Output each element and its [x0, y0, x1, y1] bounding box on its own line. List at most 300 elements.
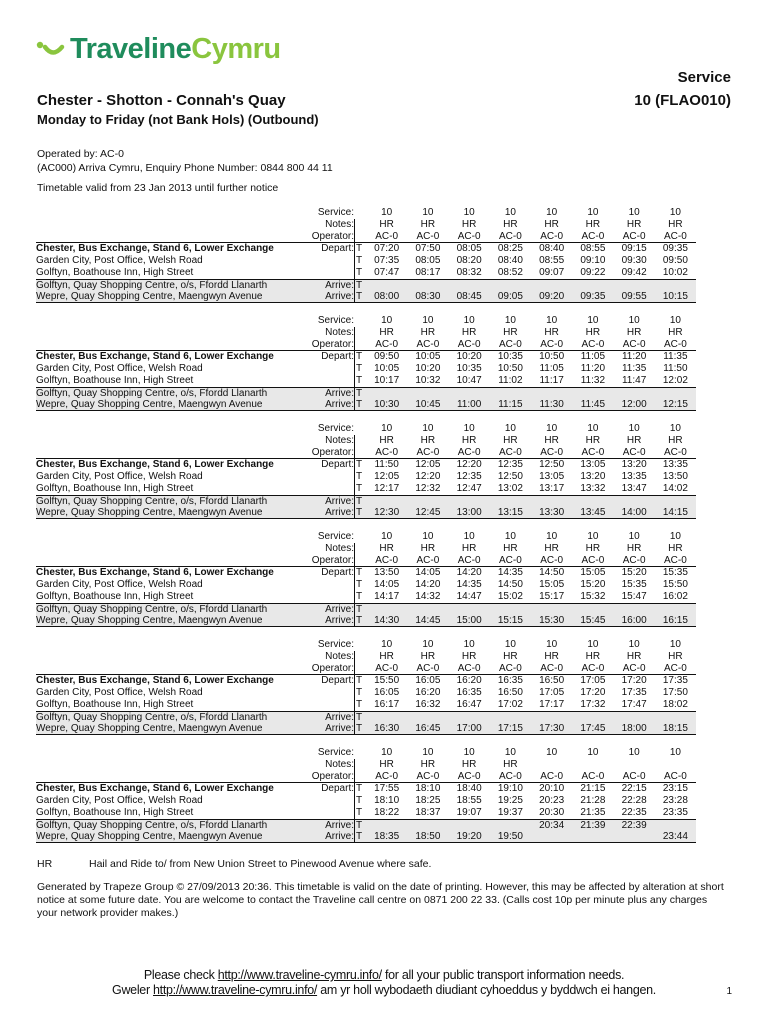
- stop-row: [36, 363, 696, 375]
- notes-cell: HR: [461, 435, 477, 446]
- stop-row: [36, 459, 696, 471]
- stop-name: Golftyn, Boathouse Inn, High Street: [36, 483, 194, 494]
- stop-name: Chester, Bus Exchange, Stand 6, Lower Exchange: [36, 459, 274, 470]
- time-cell: 14:50: [497, 579, 523, 590]
- time-cell: 11:45: [580, 399, 606, 410]
- notes-cell: HR: [668, 543, 683, 554]
- notes-cell: HR: [379, 543, 394, 554]
- time-cell: 07:47: [374, 267, 400, 278]
- operator-cell: AC-0: [622, 447, 646, 458]
- timing-point-marker: T: [356, 783, 363, 794]
- notes-cell: HR: [626, 219, 642, 230]
- arrive-label: Arrive:: [325, 820, 354, 831]
- time-cell: 15:32: [580, 591, 606, 602]
- stop-name: Wepre, Quay Shopping Centre, Maengwyn Avenue: [36, 723, 263, 734]
- time-cell: 16:00: [621, 615, 647, 626]
- time-cell: 09:10: [580, 255, 606, 266]
- time-cell: 15:35: [621, 579, 647, 590]
- time-cell: 10:45: [415, 399, 441, 410]
- time-cell: 11:15: [498, 399, 523, 410]
- notes-cell: HR: [420, 543, 436, 554]
- operator-cell: AC-0: [663, 339, 687, 350]
- stop-name: Golftyn, Boathouse Inn, High Street: [36, 699, 194, 710]
- stop-name: Chester, Bus Exchange, Stand 6, Lower Exchange: [36, 675, 274, 686]
- time-cell: 17:50: [662, 687, 688, 698]
- service-cell: 10: [422, 639, 434, 650]
- page-number: 1: [726, 986, 732, 997]
- time-cell: 17:47: [621, 699, 647, 710]
- depart-label: Depart:: [321, 567, 354, 578]
- time-cell: 10:50: [539, 351, 565, 362]
- notes-cell: HR: [503, 759, 518, 770]
- notes-cell: HR: [379, 435, 394, 446]
- operator-cell: AC-0: [581, 339, 605, 350]
- time-cell: 17:35: [621, 687, 647, 698]
- operator-cell: AC-0: [498, 555, 522, 566]
- notes-cell: HR: [461, 219, 477, 230]
- service-cell: 10: [587, 207, 599, 218]
- time-cell: 18:00: [621, 723, 647, 734]
- time-cell: 10:50: [497, 363, 523, 374]
- service-label: Service:: [317, 315, 354, 326]
- notes-cell: HR: [461, 651, 477, 662]
- time-cell: 15:05: [539, 579, 565, 590]
- service-cell: 10: [546, 639, 558, 650]
- notes-cell: HR: [626, 543, 642, 554]
- time-cell: 09:35: [662, 243, 688, 254]
- operator-cell: AC-0: [416, 771, 440, 782]
- time-cell: 08:40: [539, 243, 565, 254]
- operator-cell: AC-0: [375, 447, 399, 458]
- notes-cell: HR: [585, 219, 601, 230]
- depart-label: Depart:: [321, 243, 354, 254]
- arrive-label: Arrive:: [325, 507, 354, 518]
- timing-point-marker: T: [356, 675, 363, 686]
- service-cell: 10: [628, 531, 640, 542]
- service-cell: 10: [504, 315, 516, 326]
- stop-row: [36, 783, 696, 795]
- stop-name: Chester, Bus Exchange, Stand 6, Lower Exchange: [36, 567, 274, 578]
- time-cell: 18:35: [374, 831, 400, 842]
- time-cell: 19:37: [497, 807, 523, 818]
- time-cell: 15:15: [497, 615, 523, 626]
- notes-cell: HR: [544, 651, 559, 662]
- stop-name: Golftyn, Boathouse Inn, High Street: [36, 267, 194, 278]
- service-cell: 10: [504, 207, 516, 218]
- time-cell: 11:02: [498, 375, 523, 386]
- time-cell: 15:50: [374, 675, 400, 686]
- service-cell: 10: [546, 747, 558, 758]
- time-cell: 18:15: [662, 723, 688, 734]
- timing-point-marker: T: [356, 351, 363, 362]
- operator-cell: AC-0: [416, 339, 440, 350]
- notes-key: [37, 858, 431, 871]
- timing-point-marker: T: [356, 507, 363, 518]
- traveline-link-en[interactable]: http://www.traveline-cymru.info/: [217, 968, 382, 982]
- hr-key-code: HR: [37, 858, 53, 870]
- column-divider: [354, 543, 355, 627]
- time-cell: 16:02: [662, 591, 688, 602]
- stop-row: [36, 507, 696, 519]
- notes-cell: [531, 759, 572, 771]
- notes-row: [36, 759, 696, 771]
- service-cell: 10: [587, 747, 599, 758]
- logo-text-cymru: Cymru: [191, 32, 281, 65]
- time-cell: 18:10: [374, 795, 400, 806]
- time-cell: 15:05: [580, 567, 606, 578]
- time-cell: 10:30: [374, 399, 400, 410]
- operator-cell: AC-0: [498, 447, 522, 458]
- stop-name: Chester, Bus Exchange, Stand 6, Lower Exchange: [36, 351, 274, 362]
- time-cell: 09:42: [621, 267, 647, 278]
- service-label: Service:: [317, 423, 354, 434]
- time-cell: 15:47: [621, 591, 647, 602]
- notes-label: Notes:: [325, 543, 354, 554]
- timing-point-marker: T: [356, 831, 363, 842]
- stop-row: [36, 399, 696, 411]
- time-cell: 08:00: [374, 291, 400, 302]
- service-label: Service: [677, 69, 731, 86]
- operator-row: [36, 663, 696, 675]
- arrive-label: Arrive:: [325, 280, 354, 291]
- operator-cell: AC-0: [622, 231, 646, 242]
- timing-point-marker: T: [356, 291, 363, 302]
- time-cell: 13:05: [539, 471, 565, 482]
- time-cell: 22:28: [621, 795, 647, 806]
- time-cell: 10:35: [456, 363, 482, 374]
- stop-row: [36, 291, 696, 303]
- column-divider: [354, 327, 355, 411]
- time-cell: 18:25: [415, 795, 441, 806]
- notes-row: [36, 327, 696, 339]
- time-cell: 19:10: [497, 783, 523, 794]
- service-row: [36, 531, 696, 543]
- notes-cell: HR: [503, 219, 518, 230]
- notes-cell: HR: [420, 219, 436, 230]
- operator-cell: AC-0: [375, 771, 399, 782]
- time-cell: 14:15: [662, 507, 688, 518]
- time-cell: 12:05: [374, 471, 400, 482]
- time-cell: 19:20: [456, 831, 482, 842]
- time-cell: 13:50: [374, 567, 400, 578]
- stop-name: Wepre, Quay Shopping Centre, Maengwyn Avenue: [36, 291, 263, 302]
- time-cell: 16:20: [456, 675, 482, 686]
- notes-label: Notes:: [325, 759, 354, 770]
- stop-row: [36, 375, 696, 387]
- time-cell: 16:35: [497, 675, 523, 686]
- traveline-link-cy[interactable]: http://www.traveline-cymru.info/: [153, 983, 318, 997]
- time-cell: 18:02: [662, 699, 688, 710]
- time-cell: 08:45: [456, 291, 482, 302]
- notes-cell: HR: [420, 651, 436, 662]
- notes-cell: HR: [544, 435, 559, 446]
- time-cell: 17:30: [539, 723, 565, 734]
- service-cell: 10: [628, 423, 640, 434]
- timing-point-marker: T: [356, 255, 363, 266]
- service-cell: 10: [422, 747, 434, 758]
- notes-row: [36, 543, 696, 555]
- stop-name: Garden City, Post Office, Welsh Road: [36, 471, 203, 482]
- service-cell: 10: [546, 315, 558, 326]
- service-cell: 10: [463, 531, 475, 542]
- service-cell: 10: [546, 207, 558, 218]
- operator-row: [36, 231, 696, 243]
- notes-cell: HR: [503, 543, 518, 554]
- time-cell: 13:05: [580, 459, 606, 470]
- service-cell: 10: [587, 315, 599, 326]
- service-cell: 10: [463, 423, 475, 434]
- time-cell: 14:02: [662, 483, 688, 494]
- time-cell: 10:32: [415, 375, 441, 386]
- stop-name: Golftyn, Boathouse Inn, High Street: [36, 591, 194, 602]
- time-cell: 07:50: [415, 243, 441, 254]
- time-cell: 17:15: [497, 723, 523, 734]
- operator-cell: AC-0: [622, 555, 646, 566]
- service-cell: 10: [422, 531, 434, 542]
- notes-cell: HR: [668, 327, 683, 338]
- time-cell: 09:50: [662, 255, 688, 266]
- service-row: [36, 639, 696, 651]
- time-cell: 07:20: [374, 243, 400, 254]
- time-cell: 10:05: [415, 351, 441, 362]
- stop-row: [36, 279, 696, 291]
- time-cell: 17:05: [539, 687, 565, 698]
- time-cell: 17:20: [580, 687, 606, 698]
- stop-row: [36, 267, 696, 279]
- service-cell: 10: [381, 639, 393, 650]
- service-cell: 10: [587, 531, 599, 542]
- service-cell: 10: [669, 639, 681, 650]
- timing-point-marker: T: [356, 807, 363, 818]
- timing-point-marker: T: [356, 615, 363, 626]
- notes-cell: HR: [668, 651, 683, 662]
- notes-cell: HR: [503, 435, 518, 446]
- time-cell: 09:07: [539, 267, 565, 278]
- operator-row: [36, 447, 696, 459]
- time-cell: 09:50: [374, 351, 400, 362]
- time-cell: 15:20: [580, 579, 606, 590]
- operator-cell: AC-0: [375, 339, 399, 350]
- time-cell: 08:25: [497, 243, 523, 254]
- time-cell: 22:39: [621, 820, 647, 831]
- operator-cell: AC-0: [540, 771, 564, 782]
- stop-row: [36, 471, 696, 483]
- time-cell: 23:35: [662, 807, 688, 818]
- timing-point-marker: T: [356, 820, 363, 831]
- notes-cell: HR: [544, 219, 559, 230]
- stop-row: [36, 795, 696, 807]
- notes-cell: HR: [503, 327, 518, 338]
- time-cell: [531, 831, 572, 843]
- operator-cell: AC-0: [581, 663, 605, 674]
- time-cell: 17:35: [662, 675, 688, 686]
- service-row: [36, 747, 696, 759]
- time-cell: 18:10: [415, 783, 441, 794]
- operator-contact: (AC000) Arriva Cymru, Enquiry Phone Number: 0844 800 44 11: [37, 162, 333, 174]
- time-cell: 13:45: [580, 507, 606, 518]
- service-cell: 10: [669, 423, 681, 434]
- notes-cell: HR: [585, 327, 601, 338]
- operator-cell: AC-0: [498, 339, 522, 350]
- notes-cell: HR: [379, 651, 394, 662]
- time-cell: 09:20: [539, 291, 565, 302]
- time-cell: 20:30: [539, 807, 565, 818]
- time-cell: 18:55: [456, 795, 482, 806]
- depart-label: Depart:: [321, 351, 354, 362]
- time-cell: 23:44: [662, 831, 688, 842]
- operator-label: Operator:: [311, 555, 354, 566]
- stop-row: [36, 387, 696, 399]
- time-cell: 12:35: [456, 471, 482, 482]
- notes-cell: HR: [668, 219, 683, 230]
- stop-name: Wepre, Quay Shopping Centre, Maengwyn Avenue: [36, 399, 263, 410]
- service-cell: 10: [463, 207, 475, 218]
- time-cell: 12:17: [374, 483, 400, 494]
- notes-cell: HR: [379, 327, 394, 338]
- stop-name: Wepre, Quay Shopping Centre, Maengwyn Avenue: [36, 507, 263, 518]
- service-label: Service:: [317, 531, 354, 542]
- notes-label: Notes:: [325, 219, 354, 230]
- stop-name: Golftyn, Quay Shopping Centre, o/s, Ffordd Llanarth: [36, 604, 268, 615]
- stop-name: Garden City, Post Office, Welsh Road: [36, 579, 203, 590]
- time-cell: 13:20: [621, 459, 647, 470]
- stop-row: [36, 603, 696, 615]
- time-cell: 14:17: [374, 591, 400, 602]
- service-cell: 10: [669, 531, 681, 542]
- service-code: 10 (FLAO010): [634, 92, 731, 109]
- service-row: [36, 207, 696, 219]
- stop-name: Garden City, Post Office, Welsh Road: [36, 363, 203, 374]
- time-cell: 17:05: [580, 675, 606, 686]
- operator-label: Operator:: [311, 339, 354, 350]
- time-cell: 17:00: [456, 723, 482, 734]
- timing-point-marker: T: [356, 243, 363, 254]
- stop-row: [36, 591, 696, 603]
- time-cell: 20:34: [539, 820, 565, 831]
- operator-cell: AC-0: [540, 663, 564, 674]
- time-cell: 14:20: [415, 579, 441, 590]
- timing-point-marker: T: [356, 483, 363, 494]
- time-cell: 09:30: [621, 255, 647, 266]
- time-cell: 13:30: [539, 507, 565, 518]
- time-cell: 14:20: [456, 567, 482, 578]
- timing-point-marker: T: [356, 280, 363, 291]
- service-cell: 10: [546, 423, 558, 434]
- time-cell: 12:02: [662, 375, 688, 386]
- time-cell: 16:45: [415, 723, 441, 734]
- operator-cell: AC-0: [540, 339, 564, 350]
- time-cell: 12:05: [415, 459, 441, 470]
- service-cell: 10: [669, 315, 681, 326]
- time-cell: 16:15: [662, 615, 688, 626]
- time-cell: 18:40: [456, 783, 482, 794]
- time-cell: 11:17: [539, 375, 564, 386]
- time-cell: 16:50: [539, 675, 565, 686]
- operator-cell: AC-0: [416, 231, 440, 242]
- hr-key-description: Hail and Ride to/ from New Union Street to Pinewood Avenue where safe.: [89, 858, 432, 870]
- timing-point-marker: T: [356, 388, 363, 399]
- arrive-label: Arrive:: [325, 399, 354, 410]
- timetable-block: [36, 315, 696, 411]
- time-cell: 21:39: [580, 820, 606, 831]
- operator-cell: AC-0: [498, 771, 522, 782]
- stop-name: Garden City, Post Office, Welsh Road: [36, 255, 203, 266]
- time-cell: 10:02: [662, 267, 688, 278]
- operator-cell: AC-0: [581, 771, 605, 782]
- time-cell: 12:30: [374, 507, 400, 518]
- stop-row: [36, 711, 696, 723]
- time-cell: 14:05: [374, 579, 400, 590]
- notes-cell: HR: [544, 327, 559, 338]
- time-cell: 16:35: [456, 687, 482, 698]
- timetable-block: [36, 207, 696, 303]
- time-cell: 16:17: [374, 699, 400, 710]
- timing-point-marker: T: [356, 712, 363, 723]
- time-cell: 11:05: [580, 351, 606, 362]
- smile-logo-icon: [36, 38, 66, 60]
- time-cell: 08:52: [497, 267, 523, 278]
- time-cell: 14:50: [539, 567, 565, 578]
- time-cell: 12:45: [415, 507, 441, 518]
- time-cell: 17:02: [497, 699, 523, 710]
- operator-cell: AC-0: [457, 555, 481, 566]
- stop-name: Wepre, Quay Shopping Centre, Maengwyn Avenue: [36, 615, 263, 626]
- time-cell: 21:35: [580, 807, 606, 818]
- stop-row: [36, 675, 696, 687]
- operator-cell: AC-0: [457, 663, 481, 674]
- time-cell: 10:05: [374, 363, 400, 374]
- arrive-label: Arrive:: [325, 496, 354, 507]
- stop-row: [36, 567, 696, 579]
- operator-cell: AC-0: [622, 663, 646, 674]
- time-cell: 14:00: [621, 507, 647, 518]
- time-cell: 11:50: [374, 459, 399, 470]
- service-cell: 10: [669, 207, 681, 218]
- time-cell: 12:20: [456, 459, 482, 470]
- stop-row: [36, 243, 696, 255]
- arrive-label: Arrive:: [325, 291, 354, 302]
- time-cell: 10:35: [497, 351, 523, 362]
- timing-point-marker: T: [356, 567, 363, 578]
- operator-cell: AC-0: [581, 555, 605, 566]
- operator-cell: AC-0: [663, 231, 687, 242]
- time-cell: 12:50: [539, 459, 565, 470]
- operator-cell: AC-0: [663, 555, 687, 566]
- time-cell: 10:20: [456, 351, 482, 362]
- notes-cell: HR: [668, 435, 683, 446]
- notes-cell: HR: [626, 327, 642, 338]
- service-cell: 10: [463, 315, 475, 326]
- time-cell: 22:35: [621, 807, 647, 818]
- depart-label: Depart:: [321, 675, 354, 686]
- depart-label: Depart:: [321, 459, 354, 470]
- time-cell: 08:05: [415, 255, 441, 266]
- service-cell: 10: [628, 747, 640, 758]
- notes-row: [36, 219, 696, 231]
- service-cell: 10: [422, 423, 434, 434]
- notes-cell: HR: [626, 651, 642, 662]
- timing-point-marker: T: [356, 471, 363, 482]
- time-cell: 12:32: [415, 483, 441, 494]
- service-row: [36, 423, 696, 435]
- operator-cell: AC-0: [622, 339, 646, 350]
- stop-row: [36, 351, 696, 363]
- time-cell: 14:47: [456, 591, 482, 602]
- stop-row: [36, 579, 696, 591]
- time-cell: 13:47: [621, 483, 647, 494]
- notes-cell: HR: [420, 435, 436, 446]
- time-cell: 11:35: [621, 363, 647, 374]
